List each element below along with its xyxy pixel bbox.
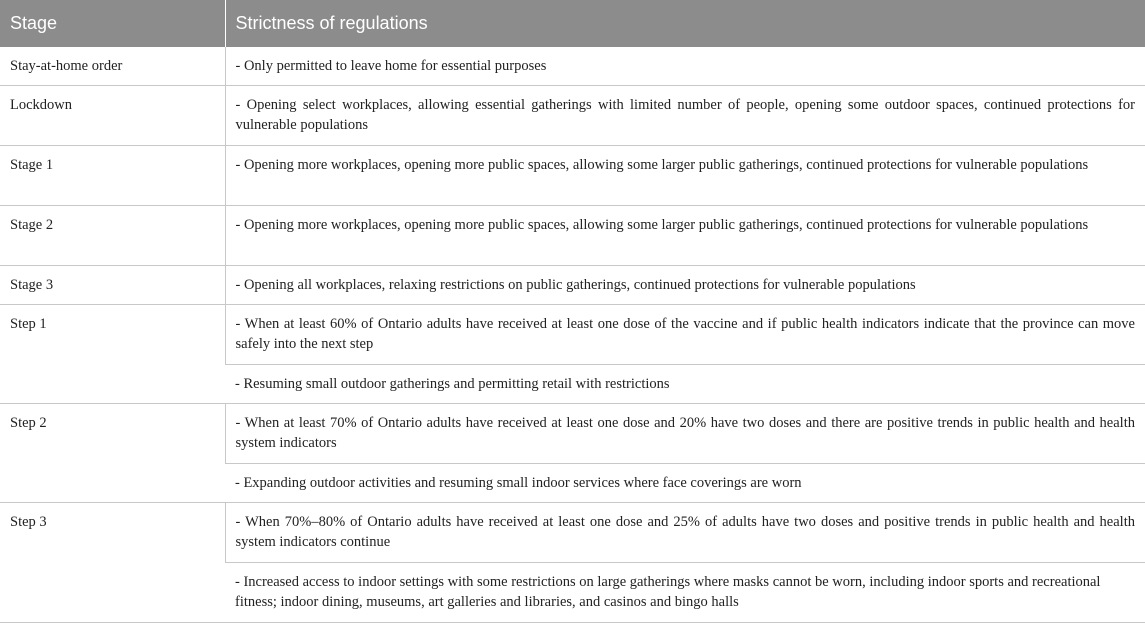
- regulation-cell: - Opening all workplaces, relaxing restrictions on public gatherings, continued protections for vulnerable populations: [225, 266, 1145, 305]
- regulation-cell: - Only permitted to leave home for essential purposes: [225, 47, 1145, 86]
- table-row: [0, 206, 1145, 266]
- stage-cell: Step 1: [0, 305, 225, 404]
- stage-cell: Stage 1: [0, 146, 225, 206]
- table-row: [0, 305, 1145, 365]
- regulation-cell: - When at least 70% of Ontario adults have received at least one dose and 20% have two doses and there are positive trends in public health and health system indicators: [225, 404, 1145, 464]
- regulation-cell: - Resuming small outdoor gatherings and permitting retail with restrictions: [225, 365, 1145, 404]
- table-row: [0, 503, 1145, 563]
- table-row: [0, 86, 1145, 146]
- stage-cell: Stage 3: [0, 266, 225, 305]
- header-stage: Stage: [0, 0, 225, 47]
- regulation-cell: - Expanding outdoor activities and resuming small indoor services where face coverings are worn: [225, 464, 1145, 503]
- table-row: [0, 404, 1145, 464]
- regulation-cell: - Opening more workplaces, opening more public spaces, allowing some larger public gatherings, continued protections for vulnerable populations: [225, 206, 1145, 266]
- regulation-cell: - Opening more workplaces, opening more public spaces, allowing some larger public gatherings, continued protections for vulnerable populations: [225, 146, 1145, 206]
- table-row: [0, 266, 1145, 305]
- table-row: [0, 47, 1145, 86]
- stage-cell: Stage 2: [0, 206, 225, 266]
- header-strictness: Strictness of regulations: [225, 0, 1145, 47]
- stage-cell: Step 2: [0, 404, 225, 503]
- regulation-cell: - Increased access to indoor settings with some restrictions on large gatherings where masks cannot be worn, including indoor sports and recreational fitness; indoor dining, museums, art galleries and libraries, and casinos and bingo halls: [225, 563, 1145, 623]
- regulation-cell: - When at least 60% of Ontario adults have received at least one dose of the vaccine and if public health indicators indicate that the province can move safely into the next step: [225, 305, 1145, 365]
- stage-cell: Step 3: [0, 503, 225, 623]
- table-row: [0, 146, 1145, 206]
- regulation-cell: - Opening select workplaces, allowing essential gatherings with limited number of people, opening some outdoor spaces, continued protections for vulnerable populations: [225, 86, 1145, 146]
- stage-cell: Stay-at-home order: [0, 47, 225, 86]
- stage-cell: Lockdown: [0, 86, 225, 146]
- regulation-cell: - When 70%–80% of Ontario adults have received at least one dose and 25% of adults have two doses and positive trends in public health and health system indicators continue: [225, 503, 1145, 563]
- table-header-row: [0, 0, 1145, 47]
